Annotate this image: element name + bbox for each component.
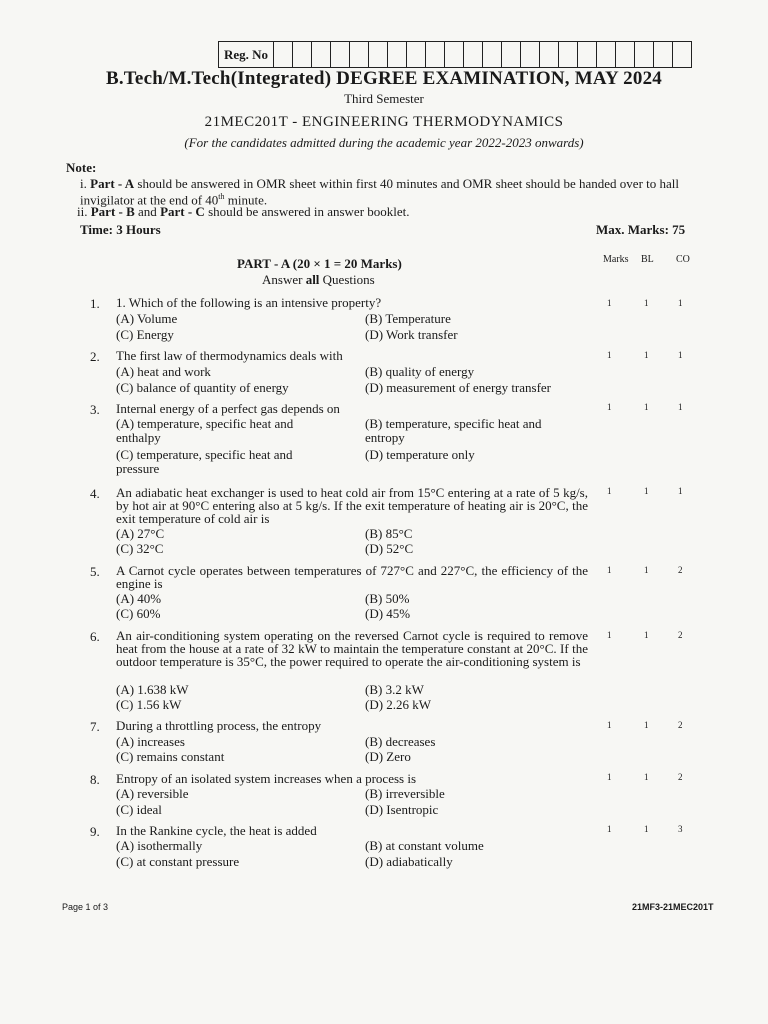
reg-no-cell[interactable]: [654, 42, 673, 67]
co-value: 2: [678, 565, 683, 575]
reg-no-cell[interactable]: [274, 42, 293, 67]
option-b: (B) irreversible: [365, 786, 445, 801]
question-number: 6.: [90, 629, 100, 644]
option-a: (A) isothermally: [116, 838, 203, 853]
co-value: 1: [678, 350, 683, 360]
question-stem: An adiabatic heat exchanger is used to heat cold air from 15°C entering at a rate of 5 kg/s, by hot air at 90°C entering also at 5 kg/s. If the exit temperature of heating air is 20°C, the exit temperature of cold air is: [116, 485, 588, 526]
bl-value: 1: [644, 565, 649, 575]
option-b: (B) quality of energy: [365, 364, 475, 379]
option-a: (A) 27°C: [116, 526, 165, 541]
question-stem: In the Rankine cycle, the heat is added: [116, 823, 317, 838]
question-number: 7.: [90, 719, 100, 734]
reg-no-cell[interactable]: [502, 42, 521, 67]
bl-value: 1: [644, 772, 649, 782]
option-b: (B) temperature, specific heat and entropy: [365, 416, 542, 445]
co-value: 3: [678, 824, 683, 834]
option-c: (C) remains constant: [116, 749, 225, 764]
option-b: (B) 50%: [365, 591, 410, 606]
option-d: (D) Work transfer: [365, 327, 458, 342]
exam-time: Time: 3 Hours: [80, 222, 161, 237]
question-stem: 1. Which of the following is an intensive property?: [116, 295, 382, 310]
marks-value: 1: [607, 824, 612, 834]
reg-no-cell[interactable]: [597, 42, 616, 67]
reg-no-cell[interactable]: [559, 42, 578, 67]
reg-no-cell[interactable]: [331, 42, 350, 67]
marks-value: 1: [607, 720, 612, 730]
option-b: (B) Temperature: [365, 311, 451, 326]
option-a: (A) 1.638 kW: [116, 682, 189, 697]
option-d: (D) adiabatically: [365, 854, 453, 869]
reg-no-cell[interactable]: [673, 42, 691, 67]
max-marks: Max. Marks: 75: [596, 222, 686, 237]
co-value: 2: [678, 630, 683, 640]
bl-value: 1: [644, 720, 649, 730]
course-title: 21MEC201T - ENGINEERING THERMODYNAMICS: [204, 114, 564, 130]
option-c: (C) 60%: [116, 606, 161, 621]
reg-no-cell[interactable]: [388, 42, 407, 67]
option-d: (D) Isentropic: [365, 802, 439, 817]
option-d: (D) 45%: [365, 606, 411, 621]
reg-no-cell[interactable]: [483, 42, 502, 67]
option-b: (B) decreases: [365, 734, 436, 749]
marks-value: 1: [607, 298, 612, 308]
reg-no-cell[interactable]: [293, 42, 312, 67]
col-co: CO: [676, 254, 690, 265]
bl-value: 1: [644, 630, 649, 640]
semester: Third Semester: [344, 91, 424, 106]
reg-no-label: Reg. No: [219, 42, 274, 67]
option-c: (C) Energy: [116, 327, 174, 342]
co-value: 2: [678, 720, 683, 730]
option-c: (C) balance of quantity of energy: [116, 380, 289, 395]
reg-no-cell[interactable]: [369, 42, 388, 67]
option-d: (D) measurement of energy transfer: [365, 380, 552, 395]
question-stem: The first law of thermodynamics deals with: [116, 348, 343, 363]
reg-no-cell[interactable]: [521, 42, 540, 67]
page-number: Page 1 of 3: [62, 902, 109, 912]
question-number: 1.: [90, 296, 100, 311]
reg-no-box: [218, 41, 692, 68]
part-a-instruction: Answer all Questions: [262, 272, 375, 287]
question-stem: An air-conditioning system operating on the reversed Carnot cycle is required to remove heat from the house at a rate of 32 kW to maintain the temperature constant at 20°C. If the outdoor temperature is 35°C, the power required to operate the air-conditioning system is: [116, 628, 588, 669]
co-value: 1: [678, 298, 683, 308]
question-stem: A Carnot cycle operates between temperatures of 727°C and 227°C, the efficiency of the engine is: [116, 563, 588, 591]
bl-value: 1: [644, 350, 649, 360]
reg-no-cell[interactable]: [350, 42, 369, 67]
reg-no-cell[interactable]: [426, 42, 445, 67]
col-marks: Marks: [603, 254, 629, 265]
option-c: (C) temperature, specific heat and pressure: [116, 447, 293, 476]
col-bl: BL: [641, 254, 654, 265]
reg-no-cell[interactable]: [445, 42, 464, 67]
part-a-heading: PART - A (20 × 1 = 20 Marks): [237, 256, 402, 271]
question-stem: Internal energy of a perfect gas depends on: [116, 401, 340, 416]
option-c: (C) at constant pressure: [116, 854, 240, 869]
question-number: 3.: [90, 402, 100, 417]
question-stem: Entropy of an isolated system increases when a process is: [116, 771, 417, 786]
question-number: 4.: [90, 486, 100, 501]
marks-value: 1: [607, 350, 612, 360]
marks-value: 1: [607, 772, 612, 782]
option-d: (D) temperature only: [365, 447, 475, 462]
reg-no-cell[interactable]: [407, 42, 426, 67]
question-number: 5.: [90, 564, 100, 579]
reg-no-cell[interactable]: [464, 42, 483, 67]
co-value: 2: [678, 772, 683, 782]
option-a: (A) heat and work: [116, 364, 211, 379]
reg-no-cell[interactable]: [312, 42, 331, 67]
marks-value: 1: [607, 402, 612, 412]
option-a: (A) 40%: [116, 591, 162, 606]
marks-value: 1: [607, 486, 612, 496]
marks-value: 1: [607, 630, 612, 640]
option-a: (A) reversible: [116, 786, 189, 801]
bl-value: 1: [644, 402, 649, 412]
marks-value: 1: [607, 565, 612, 575]
bl-value: 1: [644, 486, 649, 496]
option-b: (B) at constant volume: [365, 838, 484, 853]
reg-no-cell[interactable]: [635, 42, 654, 67]
candidates-note: (For the candidates admitted during the academic year 2022-2023 onwards): [184, 135, 584, 150]
reg-no-cell[interactable]: [540, 42, 559, 67]
option-b: (B) 3.2 kW: [365, 682, 424, 697]
option-b: (B) 85°C: [365, 526, 413, 541]
exam-title: B.Tech/M.Tech(Integrated) DEGREE EXAMINATION, MAY 2024: [105, 68, 662, 89]
option-d: (D) 52°C: [365, 541, 414, 556]
option-d: (D) Zero: [365, 749, 411, 764]
option-c: (C) ideal: [116, 802, 162, 817]
reg-no-cell[interactable]: [616, 42, 635, 67]
option-d: (D) 2.26 kW: [365, 697, 432, 712]
bl-value: 1: [644, 298, 649, 308]
note-heading: Note:: [66, 160, 97, 175]
co-value: 1: [678, 402, 683, 412]
option-c: (C) 1.56 kW: [116, 697, 182, 712]
co-value: 1: [678, 486, 683, 496]
question-stem: During a throttling process, the entropy: [116, 718, 322, 733]
reg-no-cell[interactable]: [578, 42, 597, 67]
option-c: (C) 32°C: [116, 541, 164, 556]
paper-code: 21MF3-21MEC201T: [632, 902, 714, 912]
option-a: (A) Volume: [116, 311, 178, 326]
question-number: 9.: [90, 824, 100, 839]
question-number: 2.: [90, 349, 100, 364]
question-number: 8.: [90, 772, 100, 787]
option-a: (A) increases: [116, 734, 185, 749]
bl-value: 1: [644, 824, 649, 834]
note-item-1: i. Part - A should be answered in OMR sheet within first 40 minutes and OMR sheet should be handed over to hall invigilator at the end of 40th minute.: [80, 176, 680, 208]
option-a: (A) temperature, specific heat and enthalpy: [116, 416, 294, 445]
note-item-2: ii. Part - B and Part - C should be answered in answer booklet.: [77, 204, 410, 219]
